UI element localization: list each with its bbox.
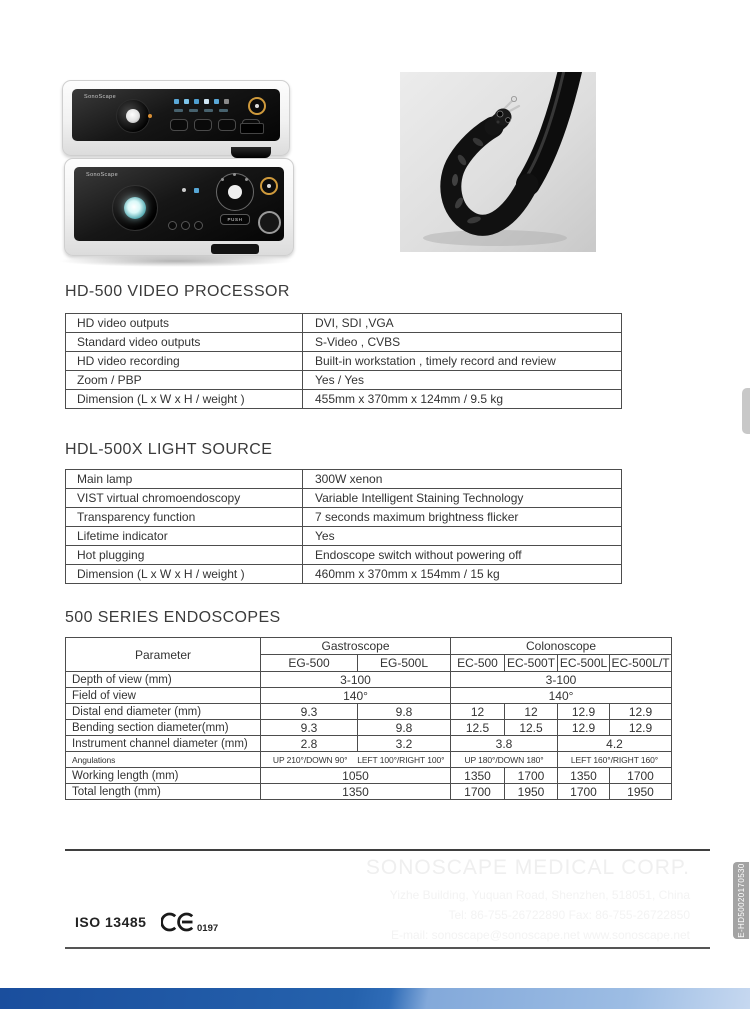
- document-code-tag: [733, 862, 749, 939]
- endoscope-illustration: [400, 72, 596, 252]
- hd500-spec-table: [65, 313, 622, 409]
- cell: 3.2: [358, 736, 451, 752]
- spec-label: Transparency function: [66, 508, 303, 527]
- scope-connector-port: [116, 99, 150, 133]
- table-row: [66, 371, 622, 390]
- param-label: Field of view: [66, 688, 261, 704]
- spec-value: Endoscope switch without powering off: [303, 546, 622, 565]
- table-row: [66, 720, 672, 736]
- dial-tick: [221, 178, 224, 181]
- cell: 3-100: [261, 672, 451, 688]
- model-header: EC-500T: [505, 655, 558, 672]
- spec-value: Yes / Yes: [303, 371, 622, 390]
- spec-label: Hot plugging: [66, 546, 303, 565]
- column-header: Parameter: [66, 638, 261, 672]
- spec-value: 7 seconds maximum brightness flicker: [303, 508, 622, 527]
- ce-mark-icon: [161, 911, 195, 933]
- photo-shadow: [58, 255, 294, 267]
- cell: 3-100: [451, 672, 672, 688]
- footer-rule-top: [65, 849, 710, 851]
- cell: 1700: [505, 768, 558, 784]
- angulation-leftright: LEFT 100°/RIGHT 100°: [357, 754, 445, 765]
- param-label: Depth of view (mm): [66, 672, 261, 688]
- company-telfax: Tel: 86-755-26722890 Fax: 86-755-26722850: [448, 908, 690, 922]
- cell: 12.9: [558, 704, 610, 720]
- model-header: EC-500L/T: [611, 656, 670, 670]
- product-photo-processor-stack: [58, 76, 294, 262]
- spec-label: HD video recording: [66, 352, 303, 371]
- angulation-updown: UP 210°/DOWN 90°: [272, 754, 348, 765]
- cell: 1700: [610, 768, 672, 784]
- cell: 2.8: [261, 736, 358, 752]
- cell: 9.8: [358, 720, 451, 736]
- spec-value: Variable Intelligent Staining Technology: [303, 489, 622, 508]
- footer-rule-bottom: [65, 947, 710, 949]
- cell: [261, 752, 451, 768]
- push-button: PUSH: [220, 214, 250, 225]
- cell: 12.9: [610, 720, 672, 736]
- mode-icon: [182, 188, 186, 192]
- mode-icon: [194, 188, 199, 193]
- table-row: [66, 527, 622, 546]
- cell: 1350: [558, 768, 610, 784]
- table-row: [66, 333, 622, 352]
- spec-value: Built-in workstation , timely record and review: [303, 352, 622, 371]
- cell: 12.5: [505, 720, 558, 736]
- company-name: SONOSCAPE MEDICAL CORP.: [365, 856, 690, 879]
- param-label: Working length (mm): [66, 768, 261, 784]
- table-row: [66, 688, 672, 704]
- cell: 9.8: [358, 704, 451, 720]
- param-label: Total length (mm): [66, 784, 261, 800]
- param-label: Angulations: [66, 752, 261, 768]
- page-edge-tab: [742, 388, 750, 434]
- spec-label: Dimension (L x W x H / weight ): [66, 390, 303, 409]
- table-row: [66, 784, 672, 800]
- cell: 4.2: [558, 736, 672, 752]
- spec-label: Dimension (L x W x H / weight ): [66, 565, 303, 584]
- group-header-gastroscope: Gastroscope: [261, 638, 451, 655]
- light-output-port: [112, 185, 158, 231]
- cell: 9.3: [261, 720, 358, 736]
- cell: 140°: [261, 688, 451, 704]
- brand-logo: SonoScape: [84, 94, 117, 100]
- model-header: EC-500: [451, 655, 505, 672]
- hdl500x-light-source-image: [64, 158, 294, 256]
- cell: LEFT 160°/RIGHT 160°: [558, 752, 672, 768]
- table-row: [66, 314, 622, 333]
- spec-label: HD video outputs: [66, 314, 303, 333]
- document-code: E-HD50020170530: [736, 863, 746, 938]
- table-row: [66, 489, 622, 508]
- bottom-accent-bar: [0, 988, 750, 1009]
- table-row: [66, 565, 622, 584]
- table-row: [66, 470, 622, 489]
- section-title-hdl500x: HDL-500X LIGHT SOURCE: [65, 441, 273, 458]
- device-base-notch: [231, 147, 271, 158]
- cell: 12.9: [610, 704, 672, 720]
- table-row: [66, 508, 622, 527]
- cell: 1350: [261, 784, 451, 800]
- spec-value: 300W xenon: [303, 470, 622, 489]
- cell: 1350: [451, 768, 505, 784]
- vist-dial: [216, 173, 254, 211]
- group-header-colonoscope: Colonoscope: [451, 638, 672, 655]
- cell: 12.5: [451, 720, 505, 736]
- table-row: [66, 752, 672, 768]
- cell: 140°: [451, 688, 672, 704]
- spec-value: 460mm x 370mm x 154mm / 15 kg: [303, 565, 622, 584]
- section-title-endoscopes: 500 SERIES ENDOSCOPES: [65, 609, 281, 626]
- mode-indicator-icons: [174, 109, 228, 112]
- table-row: [66, 352, 622, 371]
- front-panel: [72, 89, 280, 141]
- brand-logo: SonoScape: [86, 172, 119, 178]
- table-row: [66, 736, 672, 752]
- cell: UP 180°/DOWN 180°: [451, 752, 558, 768]
- table-header-row: [66, 638, 672, 655]
- cell: 1700: [558, 784, 610, 800]
- model-header: EC-500L: [558, 655, 610, 672]
- cell: 1950: [505, 784, 558, 800]
- status-indicator-icons: [174, 99, 229, 104]
- table-row: [66, 672, 672, 688]
- company-address: Yizhe Building, Yuquan Road, Shenzhen, 518051, China: [389, 888, 690, 902]
- table-row: [66, 390, 622, 409]
- spec-label: Lifetime indicator: [66, 527, 303, 546]
- company-email-web: E-mail: sonoscape@sonoscape.net www.sonoscape.net: [390, 928, 690, 942]
- param-label: Bending section diameter(mm): [66, 720, 261, 736]
- spec-value: Yes: [303, 527, 622, 546]
- endoscope-series-table: [65, 637, 672, 800]
- cell: 1050: [261, 768, 451, 784]
- spec-label: Standard video outputs: [66, 333, 303, 352]
- spec-label: VIST virtual chromoendoscopy: [66, 489, 303, 508]
- table-row: [66, 546, 622, 565]
- indicator-dot: [148, 114, 152, 118]
- vist-dial-center: [228, 185, 242, 199]
- cell: 12.9: [558, 720, 610, 736]
- panel-buttons: [168, 221, 203, 230]
- connector-lens: [126, 109, 140, 123]
- spec-label: Zoom / PBP: [66, 371, 303, 390]
- cell: 9.3: [261, 704, 358, 720]
- power-button: [248, 97, 266, 115]
- dial-tick: [245, 178, 248, 181]
- iso-13485-label: ISO 13485: [75, 914, 147, 930]
- xenon-lamp-glow: [124, 197, 146, 219]
- product-photo-endoscope-tip: [400, 72, 596, 252]
- usb-slot: [240, 123, 264, 134]
- hd500-video-processor-image: [62, 80, 290, 156]
- param-label: Distal end diameter (mm): [66, 704, 261, 720]
- cell: 3.8: [451, 736, 558, 752]
- table-row: [66, 704, 672, 720]
- front-panel: [74, 167, 284, 241]
- spec-value: DVI, SDI ,VGA: [303, 314, 622, 333]
- spec-value: 455mm x 370mm x 124mm / 9.5 kg: [303, 390, 622, 409]
- cell: 1950: [610, 784, 672, 800]
- hdl500x-spec-table: [65, 469, 622, 584]
- company-watermark-block: [340, 856, 690, 945]
- model-header: EG-500L: [358, 655, 451, 672]
- brightness-knob: [258, 211, 281, 234]
- cell: 1700: [451, 784, 505, 800]
- ce-notified-body-number: 0197: [197, 923, 219, 934]
- cell: 12: [451, 704, 505, 720]
- device-base-notch: [211, 244, 259, 254]
- section-title-hd500: HD-500 VIDEO PROCESSOR: [65, 283, 290, 300]
- dial-tick: [233, 173, 236, 176]
- model-header: EG-500: [261, 655, 358, 672]
- spec-value: S-Video , CVBS: [303, 333, 622, 352]
- cell: 12: [505, 704, 558, 720]
- power-button: [260, 177, 278, 195]
- spec-label: Main lamp: [66, 470, 303, 489]
- param-label: Instrument channel diameter (mm): [66, 736, 261, 752]
- table-row: [66, 768, 672, 784]
